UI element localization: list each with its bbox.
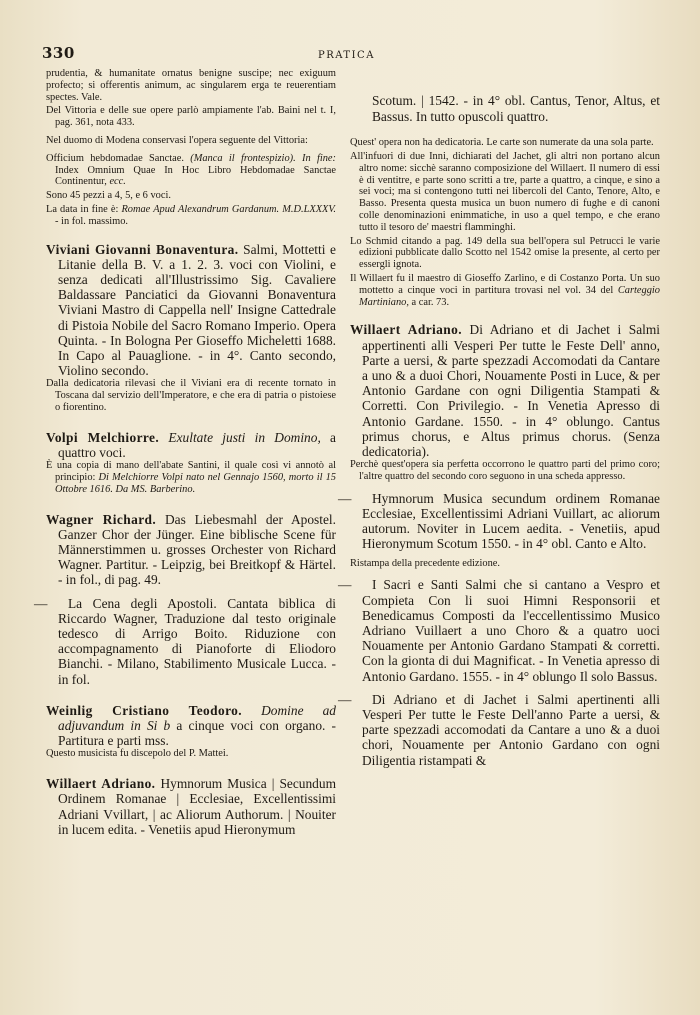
catalog-entry (46, 776, 336, 837)
note-text: Questo musicista fu discepolo del P. Mattei. (46, 748, 229, 760)
catalog-entry (46, 242, 336, 414)
catalog-entry (338, 322, 660, 768)
entry-text: — Hymnorum Musica secundum ordinem Romanae Ecclesiae, Excellentissimi Adriani Vuillart, ac aliorum autorum. Noviter in Lucem aedita. - Venetiis, apud Hieronymum Scotum 1550. - in 4° obl. Canto e Alto. (338, 490, 660, 552)
entry-text: Weinlig Cristiano Teodoro. Domine ad adjuvandum in Si b a cinque voci con organo. - Partitura e parti mss. (46, 702, 336, 749)
entry-heading: Viviani Giovanni Bonaventura. (46, 241, 239, 257)
note-text: Nel duomo di Modena conservasi l'opera seguente del Vittoria: (46, 134, 308, 146)
entry-heading: Willaert Adriano. (46, 776, 156, 792)
note-text: prudentia, & humanitate ornatus benigne suscipe; nec exiguum profecto; si offerentis animum, ac singularem erga te reuerentiam spectes. Vale. (46, 68, 336, 103)
note-text: Officium hebdomadae Sanctae. (Manca il frontespizio). In fine: Index Omnium Quae In Hoc Libro Hebdomadae Sanctae Continentur, ecc. (46, 152, 336, 188)
note-text: Sono 45 pezzi a 4, 5, e 6 voci. (46, 190, 171, 202)
note-text: Quest' opera non ha dedicatoria. Le carte son numerate da una sola parte. (350, 137, 654, 149)
entry-text: — I Sacri e Santi Salmi che si cantano a Vespro et Compieta Con li suoi Himni Responsorii et Benedicamus Composti da l'eccellentissimo Musico Adriano Vuillaert a uno Choro & a quatro uoci Nouamente per Antonio Gardano Stampati & corretti. Con la gionta di dui Magnificat. - In Venetia apresso di Antonio Gardano. 1555. - in 4° oblungo Il solo Bassus. (338, 577, 660, 684)
right-column (338, 80, 660, 776)
page-header (0, 44, 700, 66)
entry-text: Willaert Adriano. Hymnorum Musica | Secundum Ordinem Romanae | Ecclesiae, Excellentissimi Adriani Vvillart, | ac Aliorum Authorum. | Nouiter in lucem edita. - Venetiis apud Hieronymum (46, 776, 336, 837)
note-text: Lo Schmid citando a pag. 149 della sua bell'opera sul Petrucci le varie edizioni pubblicate dallo Scotto nel 1542 omise la presente, al certo per essergli ignota. (350, 235, 660, 271)
entry-text: Willaert Adriano. Di Adriano et di Jachet i Salmi appertinenti alli Vesperi Per tutte le Feste Dell' anno, Parte a uersi, & parte spezzadi Accomodati da Cantare a uno & a duoi Chori, Nouamente Posti in Luce, & per Antonio Gardane con ogni Diligentia Stampati & Corretti. Con Privilegio. - In Venetia Apresso di Antonio Gardane. 1550. - in 4° oblungo. Cantus primus chorus, e Altus primus chorus. (Senza dedicatoria). (350, 322, 660, 459)
page-number: 330 (42, 44, 75, 62)
entry-text: Viviani Giovanni Bonaventura. Salmi, Mottetti e Litanie della B. V. a 1. 2. 3. voci con Violini, e senza dedicati all'Illustrissimo Sig. Cavaliere Baldassare Panciatici da Giovanni Bonaventura Viviani Mastro di Cappella nell' Insigne Cattedrale di Pistoia Nobile del Sacro Romano Imperio. Opera Quinta. - In Bologna Per Gioseffo Micheletti 1688. In Capo al Pauaglione. - in 4°. Canto secondo, Violino secondo. (46, 241, 336, 379)
note-text: Del Vittoria e delle sue opere parlò ampiamente l'ab. Baini nel t. I, pag. 361, nota 433. (46, 105, 336, 129)
entry-text: — La Cena degli Apostoli. Cantata biblica di Riccardo Wagner, Traduzione dal testo originale tedesco di Arrigo Boito. Riduzione con accompagnamento di Pianoforte di Eliodoro Bianchi. - Milano, Stabilimento Musicale Lucca. - in fol. (34, 595, 336, 687)
entry-heading: Willaert Adriano. (350, 322, 462, 338)
entry-text: Wagner Richard. Das Liebesmahl der Apostel. Ganzer Chor der Jünger. Eine biblische Scene für Männerstimmen u. grosses Orchester von Richard Wagner. Partitur. - Leipzig, bei Breitkopf & Härtel. - in fol., di pag. 49. (46, 511, 336, 588)
running-title: PRATICA (318, 50, 375, 61)
note-text: Ristampa della precedente edizione. (350, 557, 501, 569)
left-column (34, 66, 337, 845)
note-text: Il Willaert fu il maestro di Gioseffo Zarlino, e di Costanzo Porta. Un suo mottetto a cinque voci in partitura trovasi nel vol. 34 del Carteggio Martiniano, a car. 73. (350, 272, 660, 308)
catalog-entry (46, 430, 336, 496)
catalog-entry (46, 703, 336, 760)
note-text: Dalla dedicatoria rilevasi che il Viviani era di recente tornato in Toscana dal servizio dell'Imperatore, e che era di patria o pistoiese o fiorentino. (46, 378, 336, 413)
entry-text: — Di Adriano et di Jachet i Salmi apertinenti alli Vesperi Per tutte le Feste Dell'anno Parte a uersi, & parte spezzadi accomodati da Cantare a uno & a duoi chori, Nouamente per Antonio Gardano con ogni Diligentia ristampati & (338, 691, 660, 768)
entry-text: Scotum. | 1542. - in 4° obl. Cantus, Tenor, Altus, et Bassus. In tutto opuscoli quattro. (372, 93, 660, 124)
entry-text: Volpi Melchiorre. Exultate justi in Domino, a quattro voci. (46, 429, 337, 460)
note-text: La data in fine è: Romae Apud Alexandrum Gardanum. M.D.LXXXV. - in fol. massimo. (46, 203, 336, 227)
entry-heading: Weinlig Cristiano Teodoro. (46, 702, 243, 718)
note-text: È una copia di mano dell'abate Santini, il quale così vi annotò al principio: Di Melchiorre Volpi nato nel Gennajo 1560, morto il 15 Ottobre 1616. Da MS. Barberino. (46, 460, 336, 495)
catalog-entry (34, 511, 336, 687)
note-text: Perchè quest'opera sia perfetta occorrono le quattro parti del primo coro; l'altre quattro del secondo coro seguono in una scheda appresso. (350, 459, 660, 482)
entry-heading: Wagner Richard. (46, 511, 157, 527)
entry-heading: Volpi Melchiorre. (46, 429, 160, 445)
note-text: All'infuori di due Inni, dichiarati del Jachet, gli altri non portano alcun altro nome: sicchè saranno composizione del Willaert. Il numero di essi è di ventitre, e parte sono scritti a tre, parte a quattro, a cinque, e sino a sei voci; ma si contengono tutti nei libercoli del Canto, Tenore, Alto, e Basso. Presenta questa musica un buon numero di fughe e di canoni colle denominazioni enimmatiche, in uso a quel tempo, e che erano tutto il tesoro de' maestri flamminghi. (350, 150, 660, 233)
